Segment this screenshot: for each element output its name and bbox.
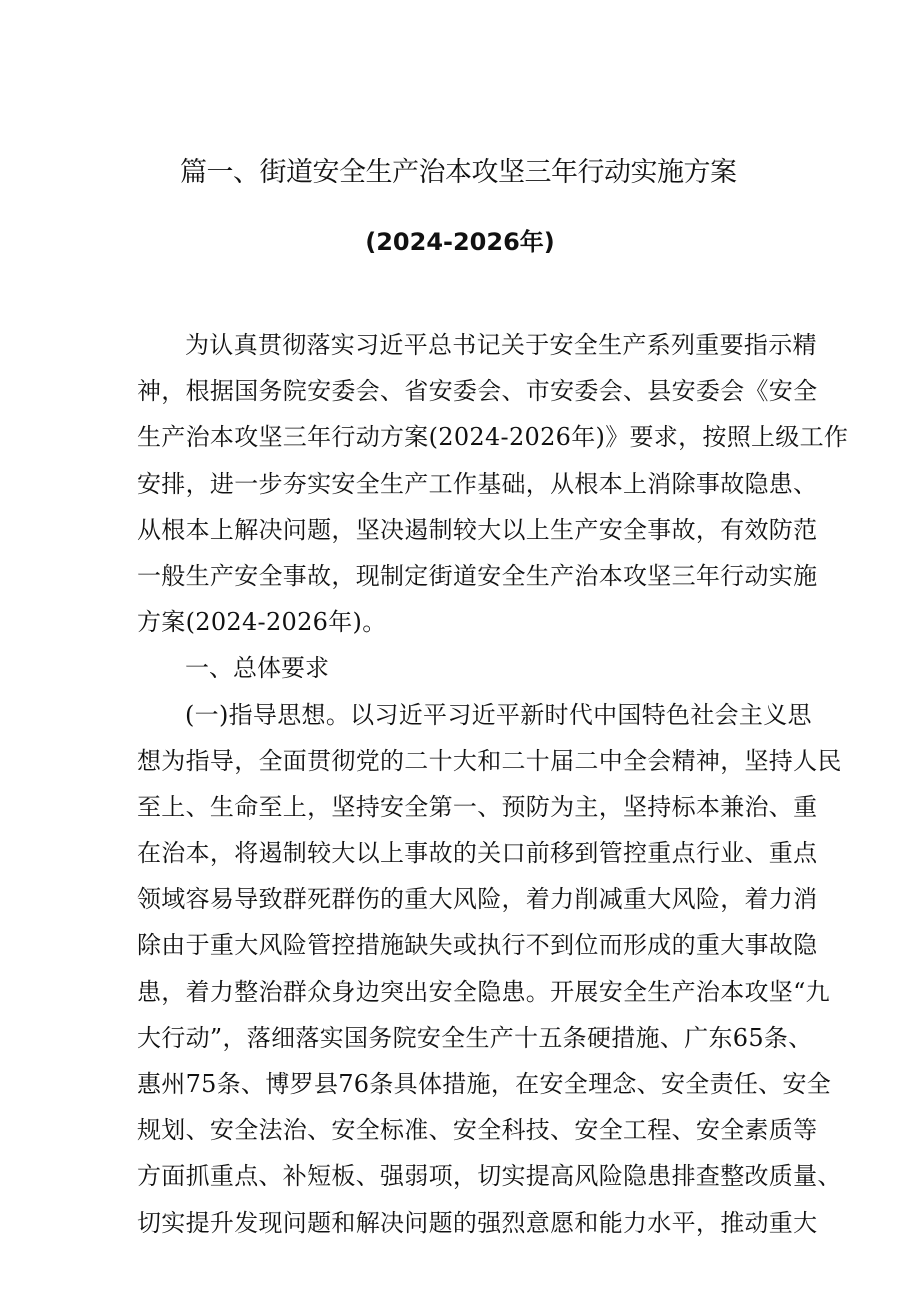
intro-paragraph-line: 从根本上解决问题，坚决遏制较大以上生产安全事故，有效防范: [137, 515, 818, 544]
section-heading: 一、总体要求: [185, 654, 329, 683]
section-paragraph-line: 惠州75条、博罗县76条具体措施，在安全理念、安全责任、安全: [137, 1070, 832, 1098]
document-body: [137, 322, 849, 1246]
section-paragraph-line: 至上、生命至上，坚持安全第一、预防为主，坚持标本兼治、重: [137, 792, 818, 821]
section-paragraph-line: 除由于重大风险管控措施缺失或执行不到位而形成的重大事故隐: [137, 931, 818, 960]
section-paragraph-line: 在治本，将遏制较大以上事故的关口前移到管控重点行业、重点: [137, 839, 818, 868]
intro-paragraph-line: 方案(2024-2026年)。: [137, 608, 387, 637]
document-subtitle: (2024-2026年): [365, 228, 555, 256]
section-paragraph-line: 想为指导，全面贯彻党的二十大和二十届二中全会精神，坚持人民: [137, 746, 842, 775]
section-paragraph-line: 患，着力整治群众身边突出安全隐患。开展安全生产治本攻坚“九: [137, 977, 830, 1006]
document-title: 篇一、街道安全生产治本攻坚三年行动实施方案: [180, 157, 737, 188]
section-paragraph-line: (一)指导思想。以习近平习近平新时代中国特色社会主义思: [185, 700, 812, 729]
section-paragraph-line: 大行动”，落细落实国务院安全生产十五条硬措施、广东65条、: [137, 1023, 813, 1052]
intro-paragraph-line: 神，根据国务院安委会、省安委会、市安委会、县安委会《安全: [137, 377, 818, 406]
section-paragraph-line: 规划、安全法治、安全标准、安全科技、安全工程、安全素质等: [137, 1116, 818, 1145]
intro-paragraph-line: 为认真贯彻落实习近平总书记关于安全生产系列重要指示精: [185, 331, 817, 359]
intro-paragraph-line: 生产治本攻坚三年行动方案(2024-2026年)》要求，按照上级工作: [137, 423, 849, 452]
section-paragraph-line: 切实提升发现问题和解决问题的强烈意愿和能力水平，推动重大: [137, 1208, 818, 1237]
section-paragraph-line: 领域容易导致群死群伤的重大风险，着力削减重大风险，着力消: [137, 885, 818, 914]
intro-paragraph-line: 一般生产安全事故，现制定街道安全生产治本攻坚三年行动实施: [137, 561, 818, 590]
intro-paragraph-line: 安排，进一步夯实安全生产工作基础，从根本上消除事故隐患、: [137, 469, 818, 498]
section-paragraph-line: 方面抓重点、补短板、强弱项，切实提高风险隐患排查整改质量、: [137, 1162, 842, 1191]
